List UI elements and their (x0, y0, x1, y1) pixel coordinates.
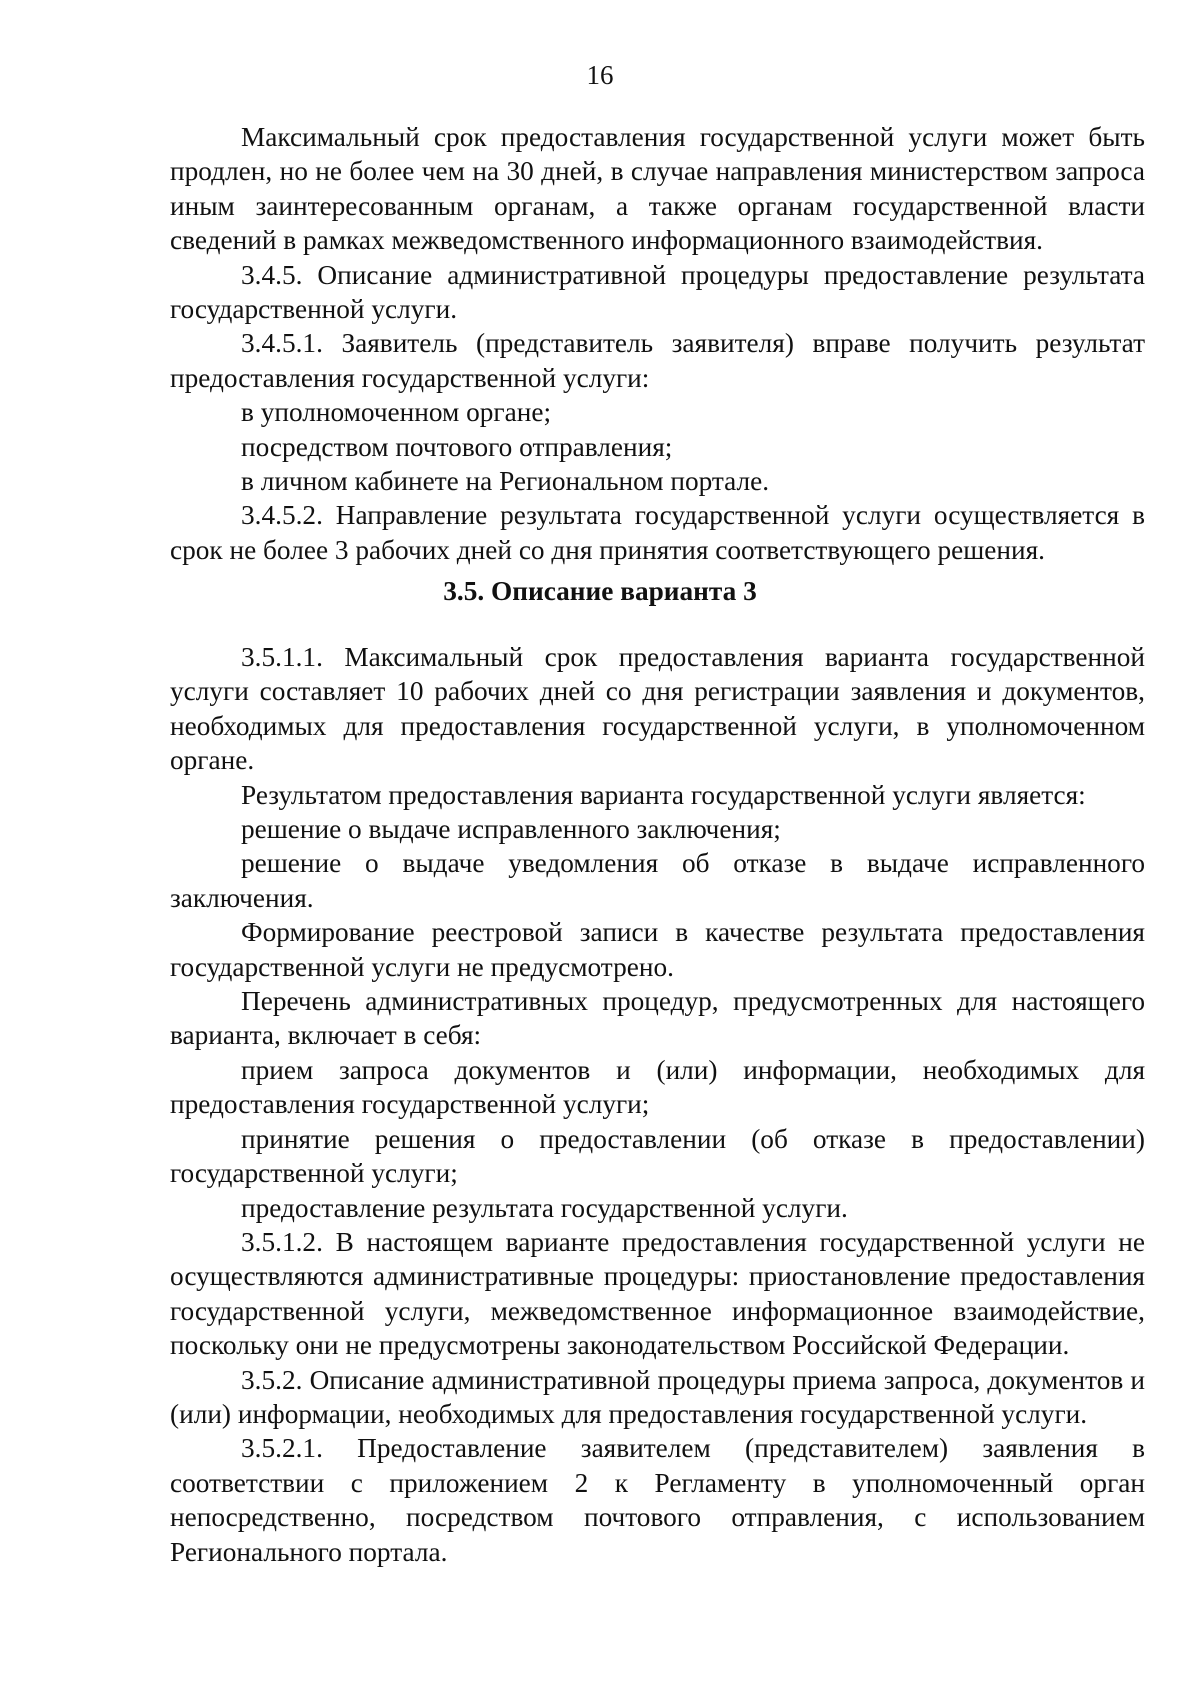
paragraph: 3.5.1.1. Максимальный срок предоставления варианта государственной услуги составляет 10 рабочих дней со дня регистрации заявления и документов, необходимых для предоставления государственной услуги, в уполномоченном органе. (170, 642, 1145, 776)
top-text-block (170, 120, 1145, 567)
paragraph: Максимальный срок предоставления государственной услуги может быть продлен, но не более чем на 30 дней, в случае направления министерством запроса иным заинтересованным органам, а также органам государственной власти сведений в рамках межведомственного информационного взаимодействия. (170, 122, 1145, 256)
section-heading: 3.5. Описание варианта 3 (443, 576, 757, 606)
paragraph: 3.4.5.1. Заявитель (представитель заявителя) вправе получить результат предоставления государственной услуги: (170, 328, 1145, 393)
paragraph: Результатом предоставления варианта государственной услуги является: (241, 779, 1086, 810)
list-item: решение о выдаче уведомления об отказе в выдаче исправленного заключения. (170, 848, 1145, 913)
paragraph: 3.4.5.2. Направление результата государственной услуги осуществляется в срок не более 3 рабочих дней со дня принятия соответствующего решения. (170, 500, 1145, 565)
list-item: принятие решения о предоставлении (об отказе в предоставлении) государственной услуги; (170, 1123, 1145, 1189)
list-item: в личном кабинете на Региональном портале. (241, 466, 770, 497)
paragraph: Формирование реестровой записи в качестве результата предоставления государственной услуги не предусмотрено. (170, 917, 1145, 982)
list-item: решение о выдаче исправленного заключения; (241, 814, 781, 845)
list-item: в уполномоченном органе; (241, 397, 552, 428)
paragraph: 3.5.1.2. В настоящем варианте предоставления государственной услуги не осуществляются административные процедуры: приостановление предоставления государственной услуги, межведомственное информационное взаимодействие, поскольку они не предусмотрены законодательством Российской Федерации. (170, 1226, 1145, 1361)
page-number: 16 (586, 60, 614, 90)
paragraph: 3.5.2.1. Предоставление заявителем (представителем) заявления в соответствии с приложением 2 к Регламенту в уполномоченный орган непосредственно, посредством почтового отправления, с использованием Регионального портала. (170, 1433, 1145, 1567)
list-item: посредством почтового отправления; (241, 431, 673, 462)
list-item: прием запроса документов и (или) информации, необходимых для предоставления государственной услуги; (170, 1054, 1145, 1120)
paragraph: Перечень административных процедур, предусмотренных для настоящего варианта, включает в себя: (170, 986, 1145, 1051)
bottom-text-block (170, 640, 1145, 1569)
paragraph: 3.5.2. Описание административной процедуры приема запроса, документов и (или) информации, необходимых для предоставления государственной услуги. (170, 1364, 1145, 1429)
list-item: предоставление результата государственной услуги. (241, 1192, 848, 1223)
paragraph: 3.4.5. Описание административной процедуры предоставление результата государственной услуги. (170, 259, 1145, 325)
